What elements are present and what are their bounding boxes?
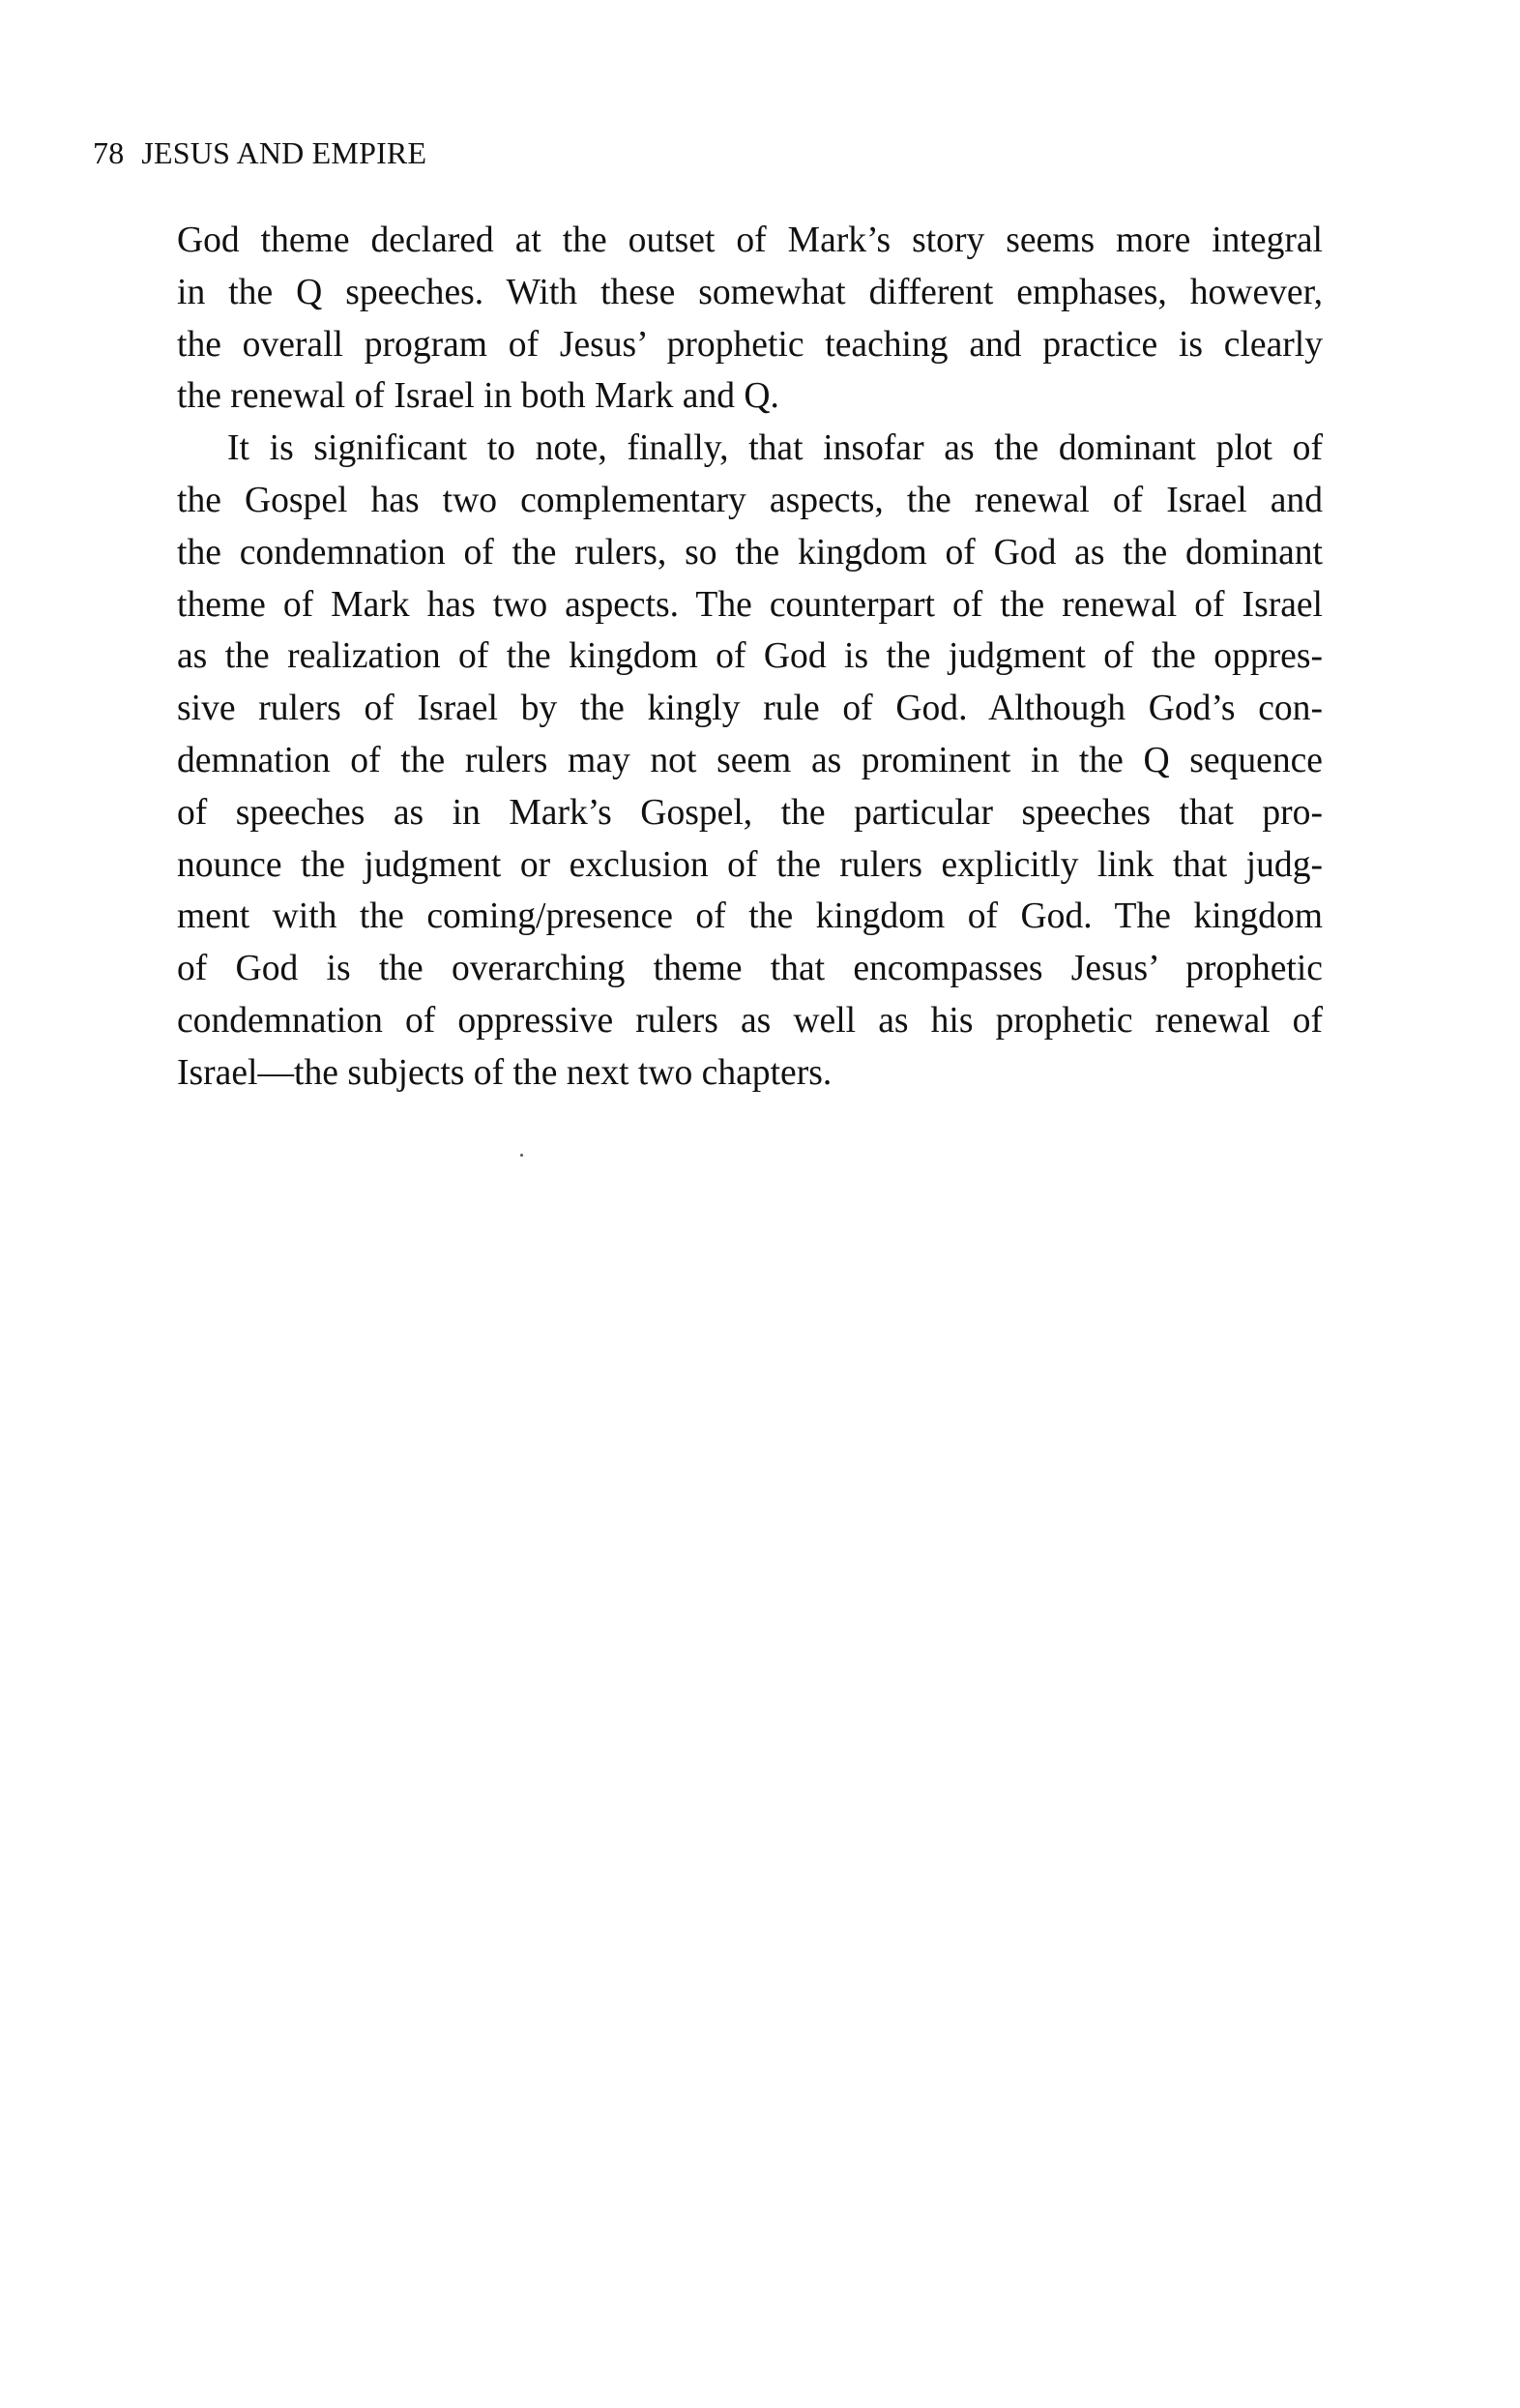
text-line: condemnation of oppressive rulers as well as his prophetic renewal of bbox=[177, 1000, 1323, 1041]
text-line: the Gospel has two complementary aspects, the renewal of Israel and bbox=[177, 480, 1323, 520]
running-head-title: JESUS AND EMPIRE bbox=[141, 135, 427, 170]
text-line: It is significant to note, finally, that insofar as the dominant plot of bbox=[227, 428, 1323, 469]
text-line: demnation of the rulers may not seem as prominent in the Q sequence bbox=[177, 740, 1323, 780]
text-line: the overall program of Jesus’ prophetic teaching and practice is clearly bbox=[177, 324, 1323, 365]
text-line: as the realization of the kingdom of God is the judgment of the oppres- bbox=[177, 636, 1323, 677]
text-line: God theme declared at the outset of Mark’s story seems more integral bbox=[177, 220, 1323, 260]
running-head bbox=[93, 133, 426, 172]
text-line: the renewal of Israel in both Mark and Q. bbox=[177, 376, 779, 417]
paragraph-2 bbox=[177, 423, 1323, 1099]
scan-speck bbox=[520, 1154, 523, 1157]
text-line: ment with the coming/presence of the kingdom of God. The kingdom bbox=[177, 896, 1323, 937]
paragraph-1 bbox=[177, 215, 1323, 423]
text-line: nounce the judgment or exclusion of the rulers explicitly link that judg- bbox=[177, 844, 1323, 885]
page-number: 78 bbox=[93, 135, 125, 170]
text-line: of God is the overarching theme that encompasses Jesus’ prophetic bbox=[177, 949, 1323, 989]
text-line: sive rulers of Israel by the kingly rule of God. Although God’s con- bbox=[177, 689, 1323, 729]
text-line: of speeches as in Mark’s Gospel, the particular speeches that pro- bbox=[177, 792, 1323, 833]
text-line: theme of Mark has two aspects. The counterpart of the renewal of Israel bbox=[177, 584, 1323, 625]
body-text bbox=[177, 215, 1323, 1100]
text-line: the condemnation of the rulers, so the kingdom of God as the dominant bbox=[177, 532, 1323, 573]
text-line: Israel—the subjects of the next two chapters. bbox=[177, 1052, 833, 1093]
text-line: in the Q speeches. With these somewhat different emphases, however, bbox=[177, 272, 1323, 312]
